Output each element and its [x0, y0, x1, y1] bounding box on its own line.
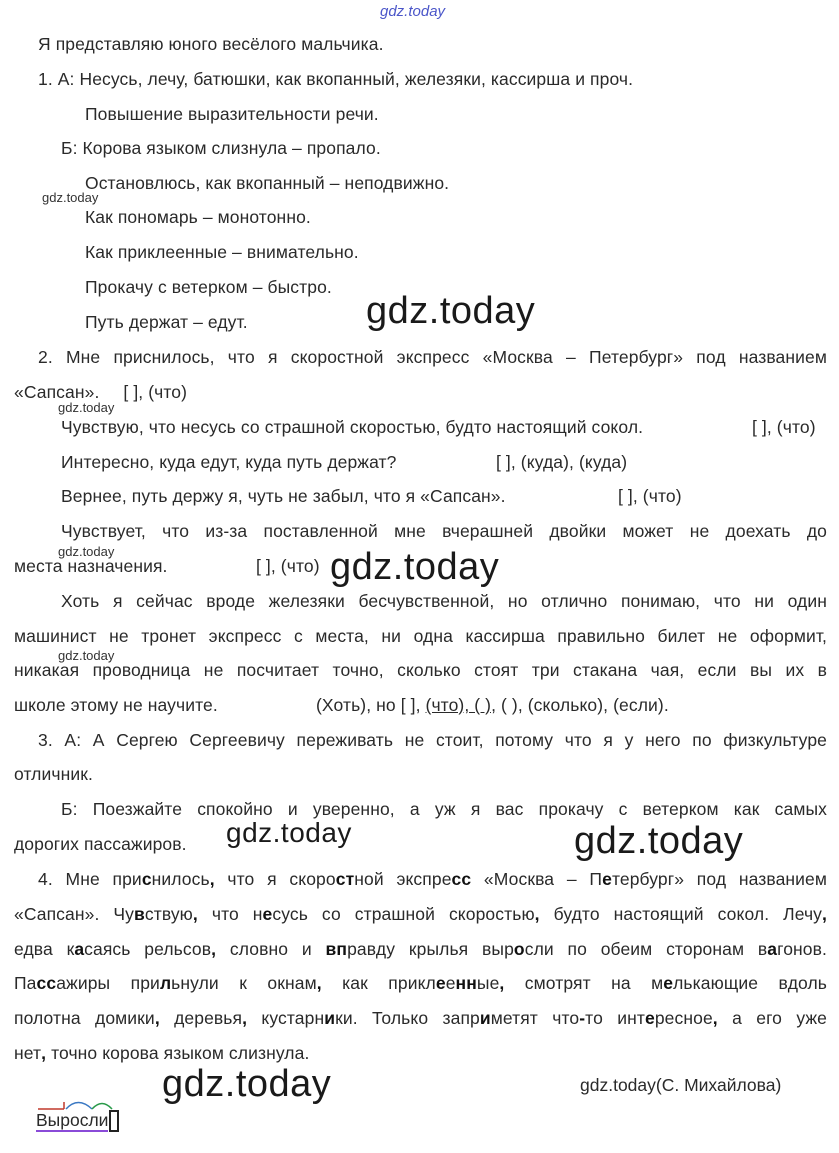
s1-item-1: Остановлюсь, как вкопанный – неподвижно.: [85, 173, 450, 193]
author-name: (С. Михайлова): [655, 1075, 782, 1095]
bottom-word-parse: [36, 1110, 119, 1132]
s2-p3-scheme: [ ], (куда), (куда): [496, 452, 628, 472]
s4-line-4: Пассажиры прильнули к окнам, как приклеенные, смотрят на мелькающие вдоль: [14, 973, 827, 993]
watermark-large: gdz.today: [366, 290, 536, 332]
s3-a-line-1: 3. А: А Сергею Сергеевичу переживать не стоит, потому что я у него по физкультуре: [38, 730, 827, 750]
s1-b-line: Б: Корова языком слизнула – пропало.: [61, 138, 381, 158]
s2-p6-scheme-a: (Хоть), но [ ],: [316, 695, 421, 715]
s4-line-6: нет, точно корова языком слизнула.: [14, 1043, 310, 1063]
s2-p6-line-1: Хоть я сейчас вроде железяки бесчувственной, но отлично понимаю, что ни один: [61, 591, 827, 611]
s2-p6-line-3: никакая проводница не посчитает точно, сколько стоят три стакана чая, если вы их в: [14, 660, 827, 680]
s2-p6-line-2: машинист не тронет экспресс с места, ни одна кассирша правильно билет не оформит,: [14, 626, 827, 646]
watermark-large: gdz.today: [574, 820, 744, 862]
s1-item-4: Прокачу с ветерком – быстро.: [85, 277, 332, 297]
watermark-medium: gdz.today: [226, 817, 352, 848]
s2-p6-scheme-b: (что), ( ),: [425, 695, 497, 715]
s2-p6-line-4: школе этому не научите.: [14, 695, 218, 715]
s1-item-5: Путь держат – едут.: [85, 312, 248, 332]
s4-line-5: полотна домики, деревья, кустарники. Только заприметят что-то интересное, а его уже: [14, 1008, 828, 1028]
s2-p4-scheme: [ ], (что): [618, 486, 682, 506]
s3-b-line-2: дорогих пассажиров.: [14, 834, 187, 854]
author-watermark: gdz.today: [580, 1075, 656, 1095]
s2-p6-scheme-c: ( ), (сколько), (если).: [501, 695, 669, 715]
s4-line-1: 4. Мне приснилось, что я скоростной экспресс «Москва – Петербург» под названием: [38, 869, 828, 889]
s1-a-line: 1. А: Несусь, лечу, батюшки, как вкопанный, железяки, кассирша и проч.: [38, 69, 634, 89]
s2-p3-text: Интересно, куда едут, куда путь держат?: [61, 452, 397, 472]
s4-line-2: «Сапсан». Чувствую, что несусь со страшной скоростью, будто настоящий сокол. Лечу,: [14, 904, 827, 924]
watermark-large: gdz.today: [330, 546, 500, 588]
watermark-large: gdz.today: [162, 1063, 332, 1105]
author-attribution: [580, 1075, 781, 1096]
s4-line-3: едва касаясь рельсов, словно и вправду крылья выросли по обеим сторонам вагонов.: [14, 939, 827, 959]
watermark-small: gdz.today: [58, 400, 115, 415]
watermark-small: gdz.today: [58, 648, 115, 663]
s2-line-2-text: «Сапсан».: [14, 382, 100, 402]
s2-p2-text: Чувствую, что несусь со страшной скоростью, будто настоящий сокол.: [61, 417, 644, 437]
s3-b-line-1: Б: Поезжайте спокойно и уверенно, а уж я вас прокачу с ветерком как самых: [61, 799, 827, 819]
watermark-small: gdz.today: [58, 544, 115, 559]
s2-p5-line-1: Чувствует, что из-за поставленной мне вчерашней двойки может не доехать до: [61, 521, 827, 541]
s2-p4-text: Вернее, путь держу я, чуть не забыл, что я «Сапсан».: [61, 486, 506, 506]
bottom-word: Выросли: [36, 1110, 109, 1130]
watermark-small: gdz.today: [42, 190, 99, 205]
s1-item-3: Как приклеенные – внимательно.: [85, 242, 359, 262]
s1-a-note: Повышение выразительности речи.: [85, 104, 379, 124]
s2-p6-scheme: [316, 694, 669, 716]
s3-a-line-2: отличник.: [14, 764, 93, 784]
s1-item-2: Как пономарь – монотонно.: [85, 207, 311, 227]
top-watermark: gdz.today: [380, 3, 446, 20]
s2-p5-line-2: места назначения.: [14, 556, 168, 576]
s2-line-1: 2. Мне приснилось, что я скоростной экспресс «Москва – Петербург» под названием: [38, 347, 827, 367]
s2-p5-scheme: [ ], (что): [256, 556, 320, 576]
s2-p2-scheme: [ ], (что): [752, 417, 816, 437]
ending-box-icon: [109, 1110, 119, 1132]
intro-line: Я представляю юного весёлого мальчика.: [38, 34, 384, 54]
s2-line-2-scheme: [ ], (что): [123, 382, 188, 402]
morpheme-marks-icon: [36, 1096, 126, 1112]
